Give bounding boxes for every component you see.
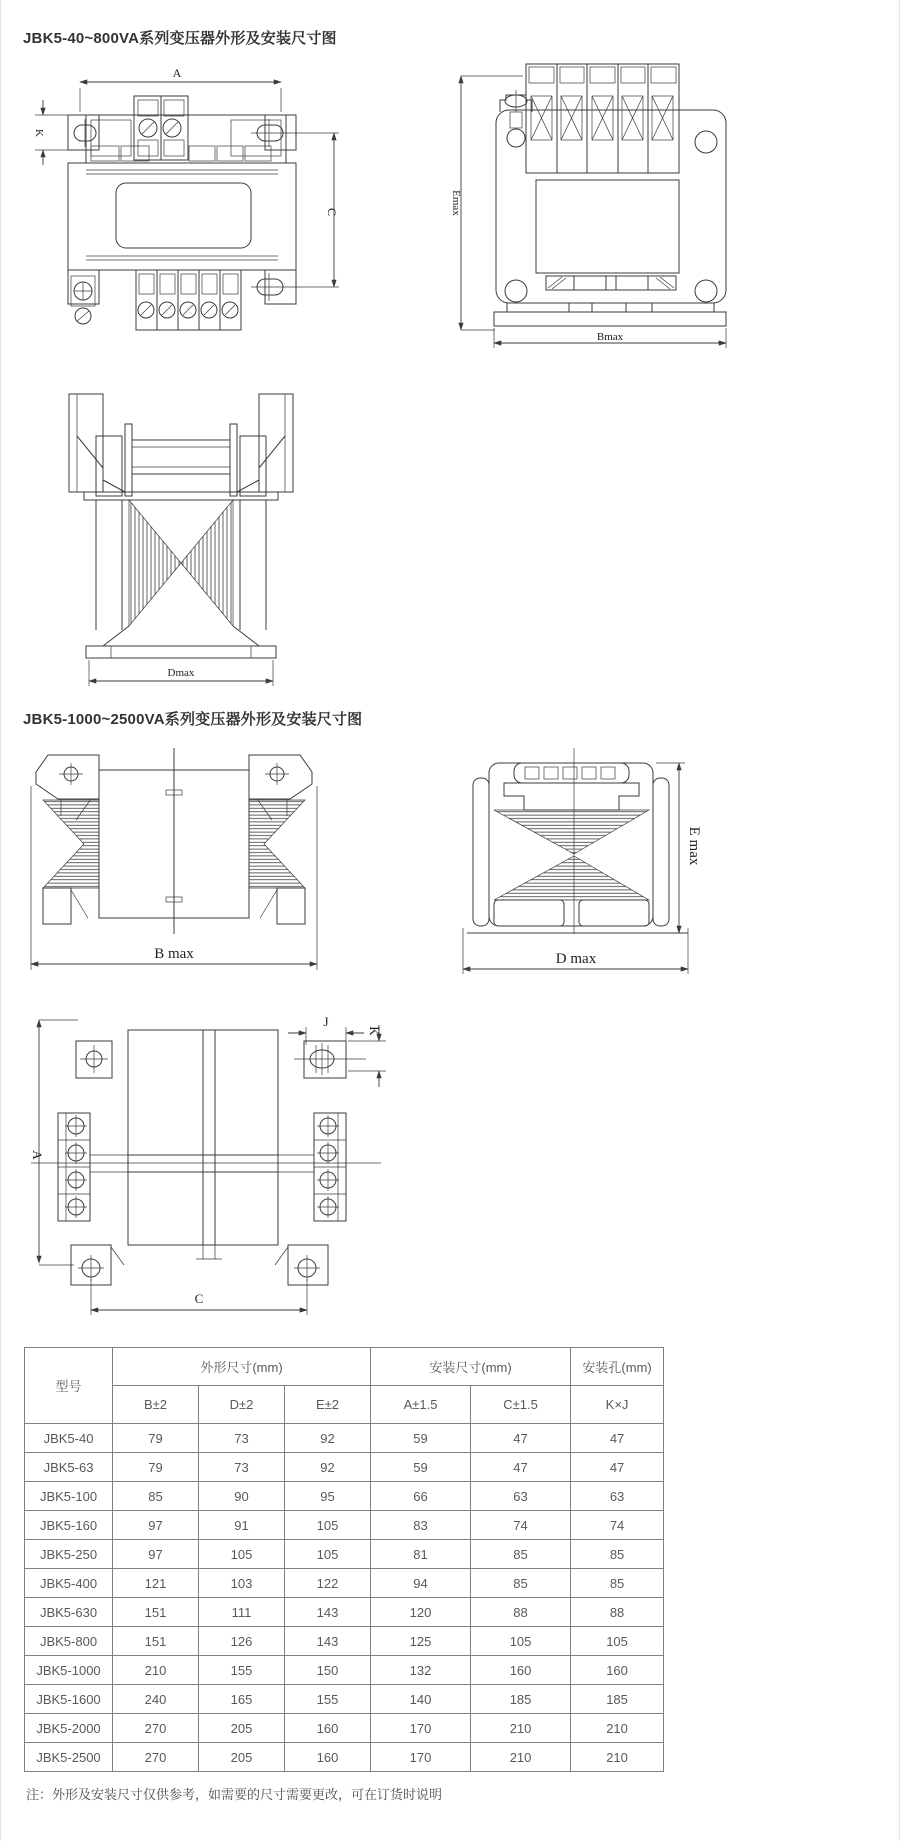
table-cell: 111 [199, 1598, 285, 1627]
table-cell: 122 [285, 1569, 371, 1598]
large-transformer-bottom-view-drawing [26, 995, 406, 1340]
table-cell: 47 [471, 1424, 571, 1453]
table-cell: 143 [285, 1598, 371, 1627]
subheader-c: C±1.5 [471, 1386, 571, 1424]
table-cell: 170 [371, 1714, 471, 1743]
table-cell: 151 [113, 1598, 199, 1627]
table-cell: 210 [571, 1714, 664, 1743]
table-cell: 121 [113, 1569, 199, 1598]
model-cell: JBK5-40 [25, 1424, 113, 1453]
table-cell: 120 [371, 1598, 471, 1627]
model-cell: JBK5-1000 [25, 1656, 113, 1685]
dim-label-k2: K [367, 1026, 382, 1036]
dim-label-emax-large: E max [686, 826, 702, 866]
table-cell: 210 [471, 1714, 571, 1743]
table-cell: 94 [371, 1569, 471, 1598]
model-cell: JBK5-160 [25, 1511, 113, 1540]
table-cell: 88 [471, 1598, 571, 1627]
table-cell: 90 [199, 1482, 285, 1511]
table-row [25, 1714, 664, 1743]
table-header-group-row [25, 1348, 664, 1386]
dimensions-table [24, 1347, 664, 1772]
footnote: 注：外形及安装尺寸仅供参考，如需要的尺寸需要更改，可在订货时说明 [26, 1787, 443, 1802]
table-cell: 97 [113, 1511, 199, 1540]
model-cell: JBK5-2000 [25, 1714, 113, 1743]
table-cell: 73 [199, 1424, 285, 1453]
table-subheader-row [25, 1386, 664, 1424]
table-cell: 185 [471, 1685, 571, 1714]
model-cell: JBK5-2500 [25, 1743, 113, 1772]
table-cell: 160 [571, 1656, 664, 1685]
small-transformer-bottom-view-drawing [41, 358, 326, 693]
table-cell: 88 [571, 1598, 664, 1627]
table-row [25, 1656, 664, 1685]
header-outline-dims: 外形尺寸(mm) [113, 1348, 371, 1386]
table-cell: 160 [471, 1656, 571, 1685]
model-cell: JBK5-63 [25, 1453, 113, 1482]
dim-label-k: K [33, 129, 45, 137]
header-mounting-dims: 安装尺寸(mm) [371, 1348, 571, 1386]
table-cell: 205 [199, 1743, 285, 1772]
table-cell: 85 [471, 1540, 571, 1569]
table-cell: 125 [371, 1627, 471, 1656]
table-cell: 185 [571, 1685, 664, 1714]
table-cell: 105 [471, 1627, 571, 1656]
table-cell: 63 [571, 1482, 664, 1511]
table-row [25, 1424, 664, 1453]
subheader-b: B±2 [113, 1386, 199, 1424]
table-cell: 85 [471, 1569, 571, 1598]
table-row [25, 1627, 664, 1656]
table-cell: 92 [285, 1453, 371, 1482]
table-cell: 155 [285, 1685, 371, 1714]
model-cell: JBK5-1600 [25, 1685, 113, 1714]
table-cell: 210 [471, 1743, 571, 1772]
table-cell: 47 [571, 1453, 664, 1482]
dim-label-bmax-large: B max [154, 946, 194, 962]
large-transformer-side-view-drawing [386, 742, 706, 982]
small-transformer-side-view-drawing [389, 50, 734, 352]
table-cell: 74 [471, 1511, 571, 1540]
table-cell: 103 [199, 1569, 285, 1598]
table-cell: 85 [113, 1482, 199, 1511]
table-row [25, 1598, 664, 1627]
header-mounting-holes: 安装孔(mm) [571, 1348, 664, 1386]
model-cell: JBK5-630 [25, 1598, 113, 1627]
table-row [25, 1743, 664, 1772]
table-cell: 170 [371, 1743, 471, 1772]
table-cell: 47 [571, 1424, 664, 1453]
model-cell: JBK5-250 [25, 1540, 113, 1569]
table-cell: 105 [285, 1540, 371, 1569]
dim-label-j: J [323, 1014, 329, 1029]
dim-label-dmax-large: D max [555, 951, 597, 967]
subheader-d: D±2 [199, 1386, 285, 1424]
model-cell: JBK5-100 [25, 1482, 113, 1511]
table-row [25, 1569, 664, 1598]
subheader-a: A±1.5 [371, 1386, 471, 1424]
table-cell: 47 [471, 1453, 571, 1482]
small-transformer-front-view-drawing [29, 50, 359, 344]
table-row [25, 1482, 664, 1511]
table-cell: 165 [199, 1685, 285, 1714]
table-cell: 79 [113, 1453, 199, 1482]
dim-label-c: C [325, 207, 339, 217]
dim-label-emax: Emax [450, 190, 462, 216]
table-cell: 105 [199, 1540, 285, 1569]
table-cell: 160 [285, 1743, 371, 1772]
model-cell: JBK5-400 [25, 1569, 113, 1598]
table-cell: 85 [571, 1569, 664, 1598]
table-cell: 59 [371, 1453, 471, 1482]
dim-label-a2: A [30, 1150, 45, 1160]
section2-title: JBK5-1000~2500VA系列变压器外形及安装尺寸图 [23, 711, 363, 728]
table-cell: 270 [113, 1743, 199, 1772]
subheader-e: E±2 [285, 1386, 371, 1424]
dim-label-dmax: Dmax [167, 667, 195, 679]
table-cell: 240 [113, 1685, 199, 1714]
dim-label-bmax: Bmax [596, 331, 624, 343]
table-cell: 91 [199, 1511, 285, 1540]
table-cell: 151 [113, 1627, 199, 1656]
table-row [25, 1453, 664, 1482]
table-cell: 97 [113, 1540, 199, 1569]
table-cell: 132 [371, 1656, 471, 1685]
dim-label-c2: C [194, 1291, 204, 1306]
table-cell: 210 [113, 1656, 199, 1685]
table-row [25, 1685, 664, 1714]
dim-label-a: A [172, 66, 182, 80]
table-cell: 73 [199, 1453, 285, 1482]
table-cell: 210 [571, 1743, 664, 1772]
table-cell: 66 [371, 1482, 471, 1511]
table-cell: 105 [571, 1627, 664, 1656]
table-cell: 160 [285, 1714, 371, 1743]
table-cell: 140 [371, 1685, 471, 1714]
table-cell: 92 [285, 1424, 371, 1453]
table-cell: 270 [113, 1714, 199, 1743]
table-cell: 155 [199, 1656, 285, 1685]
table-row [25, 1511, 664, 1540]
section1-title: JBK5-40~800VA系列变压器外形及安装尺寸图 [23, 30, 337, 47]
large-transformer-front-view-drawing [26, 742, 326, 982]
table-cell: 143 [285, 1627, 371, 1656]
table-cell: 63 [471, 1482, 571, 1511]
table-cell: 74 [571, 1511, 664, 1540]
table-cell: 79 [113, 1424, 199, 1453]
header-model: 型号 [25, 1348, 113, 1424]
subheader-kxj: K×J [571, 1386, 664, 1424]
table-cell: 81 [371, 1540, 471, 1569]
table-cell: 126 [199, 1627, 285, 1656]
table-cell: 85 [571, 1540, 664, 1569]
table-cell: 150 [285, 1656, 371, 1685]
table-cell: 95 [285, 1482, 371, 1511]
table-cell: 59 [371, 1424, 471, 1453]
table-cell: 205 [199, 1714, 285, 1743]
table-cell: 83 [371, 1511, 471, 1540]
model-cell: JBK5-800 [25, 1627, 113, 1656]
table-row [25, 1540, 664, 1569]
table-cell: 105 [285, 1511, 371, 1540]
